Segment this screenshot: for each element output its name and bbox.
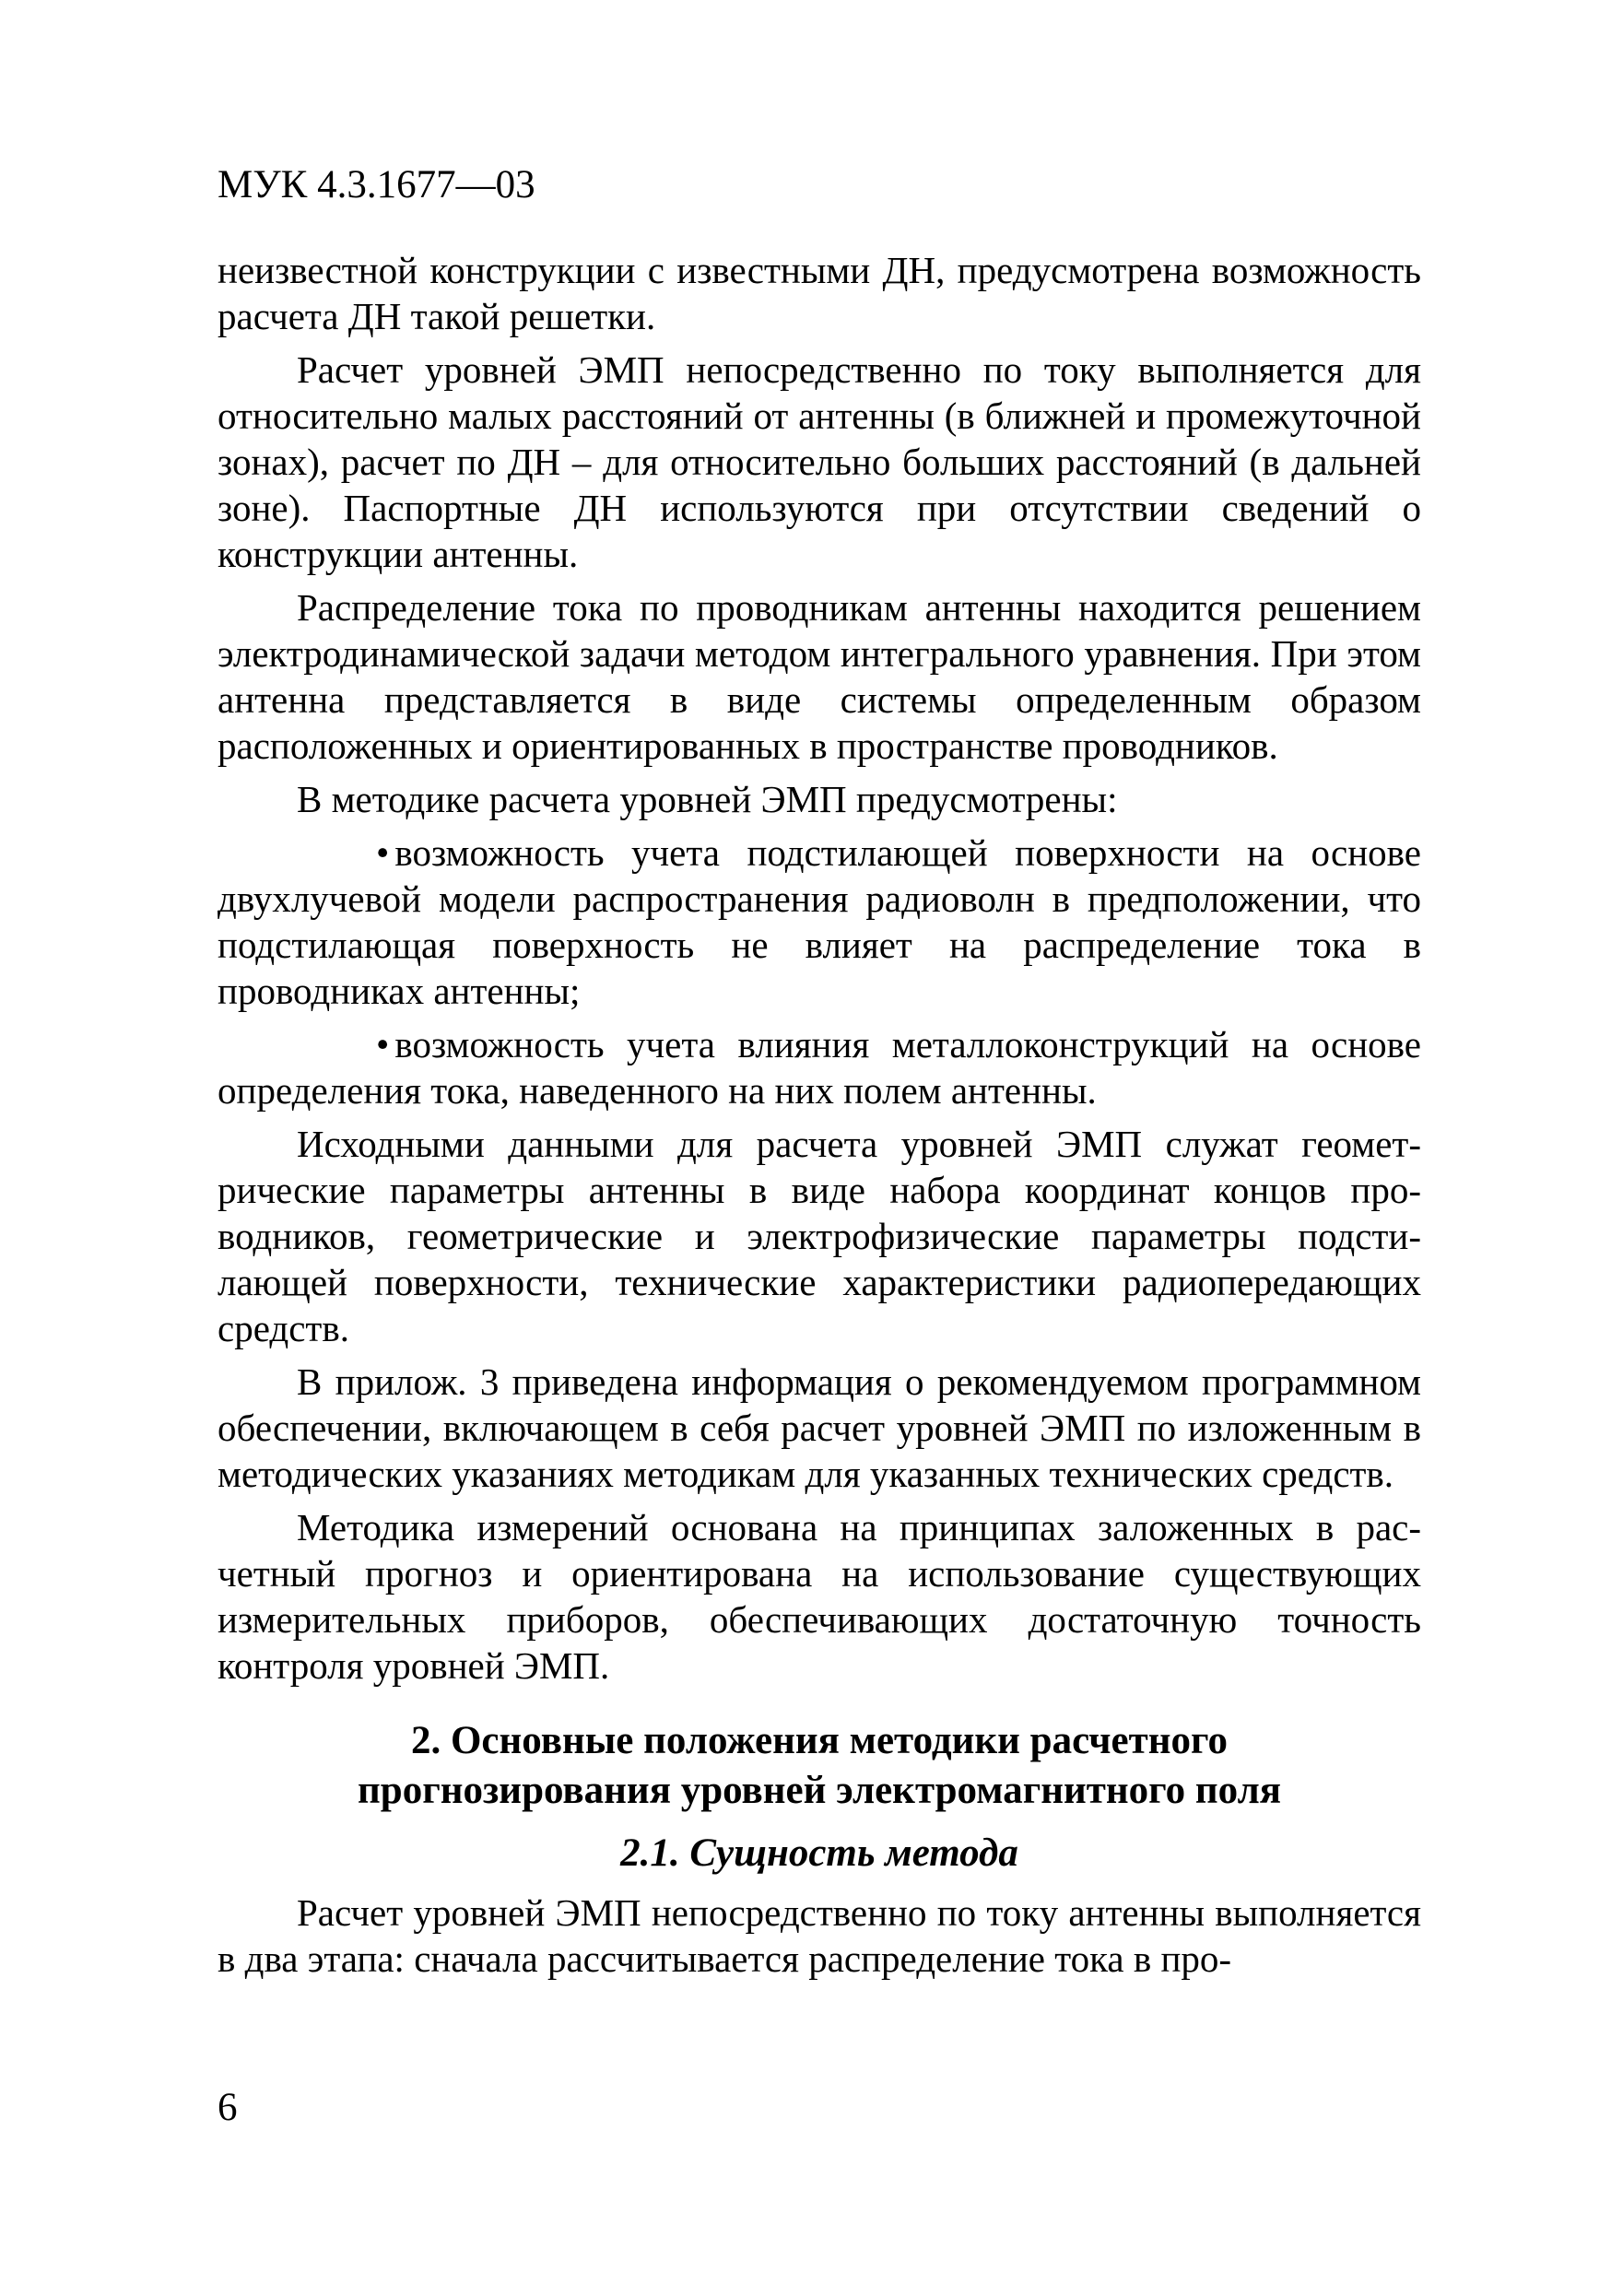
document-code-header: МУК 4.3.1677—03 [218,163,535,206]
bullet-icon: • [376,1023,390,1066]
bullet-item-text: возможность учета влияния металлоконструкций на основе определения тока, наведенного на них полем антенны. [218,1023,1421,1112]
subsection-heading: 2.1. Сущность метода [620,1831,1018,1875]
paragraph-measurement-method: Методика измерений основана на принципах заложенных в расчетный прогноз и ориентирована на использование существующих измерительных приборов, обеспечивающих достаточную точность контроля уровней ЭМП. [218,1506,1421,1687]
section-heading [218,1716,1421,1816]
body-text [218,247,1421,1989]
paragraph-method-provisions: В методике расчета уровней ЭМП предусмотрены: [297,778,1118,820]
section-heading-line-1: 2. Основные положения методики расчетного [410,1719,1228,1762]
paragraph-appendix-reference: В прилож. 3 приведена информация о рекомендуемом программном обеспечении, включающем в себя расчет уровней ЭМП по изложенным в методических указаниях методикам для указанных технических средств. [218,1360,1421,1495]
paragraph-current-distribution: Распределение тока по проводникам антенны находится решением электродинамической задачи методом интегрального уравнения. При этом антенна представляется в виде системы определенным образом расположенных и ориентированных в пространстве проводников. [218,586,1421,767]
paragraph-calculation-zones: Расчет уровней ЭМП непосредственно по току выполняется для относительно малых расстояний от антенны (в ближней и промежуточной зонах), расчет по ДН – для относительно больших расстояний (в дальней зоне). Паспортные ДН используются при отсутствии сведений о конструкции антенны. [218,348,1421,575]
bullet-item-underlying-surface [218,830,1421,1014]
bullet-item-text: возможность учета подстилающей поверхности на основе двухлучевой модели распространения радиоволн в предположении, что подстилающая поверхность не влияет на распределение тока в проводниках антенны; [218,831,1421,1012]
paragraph-continuation: неизвестной конструкции с известными ДН, предусмотрена возможность расчета ДН такой решетки. [218,249,1421,337]
bullet-icon: • [376,831,390,874]
paragraph-method-essence: Расчет уровней ЭМП непосредственно по току антенны выполняется в два этапа: сначала рассчитывается распределение тока в про- [218,1891,1421,1980]
bullet-item-metal-structures [218,1021,1421,1113]
section-heading-line-2: прогнозирования уровней электромагнитного поля [358,1769,1281,1812]
page-number: 6 [218,2086,238,2129]
paragraph-input-data: Исходными данными для расчета уровней ЭМП служат геометрические параметры антенны в виде набора координат концов проводников, геометрические и электрофизические параметры подстилающей поверхности, технические характеристики радиопередающих средств. [218,1123,1421,1349]
